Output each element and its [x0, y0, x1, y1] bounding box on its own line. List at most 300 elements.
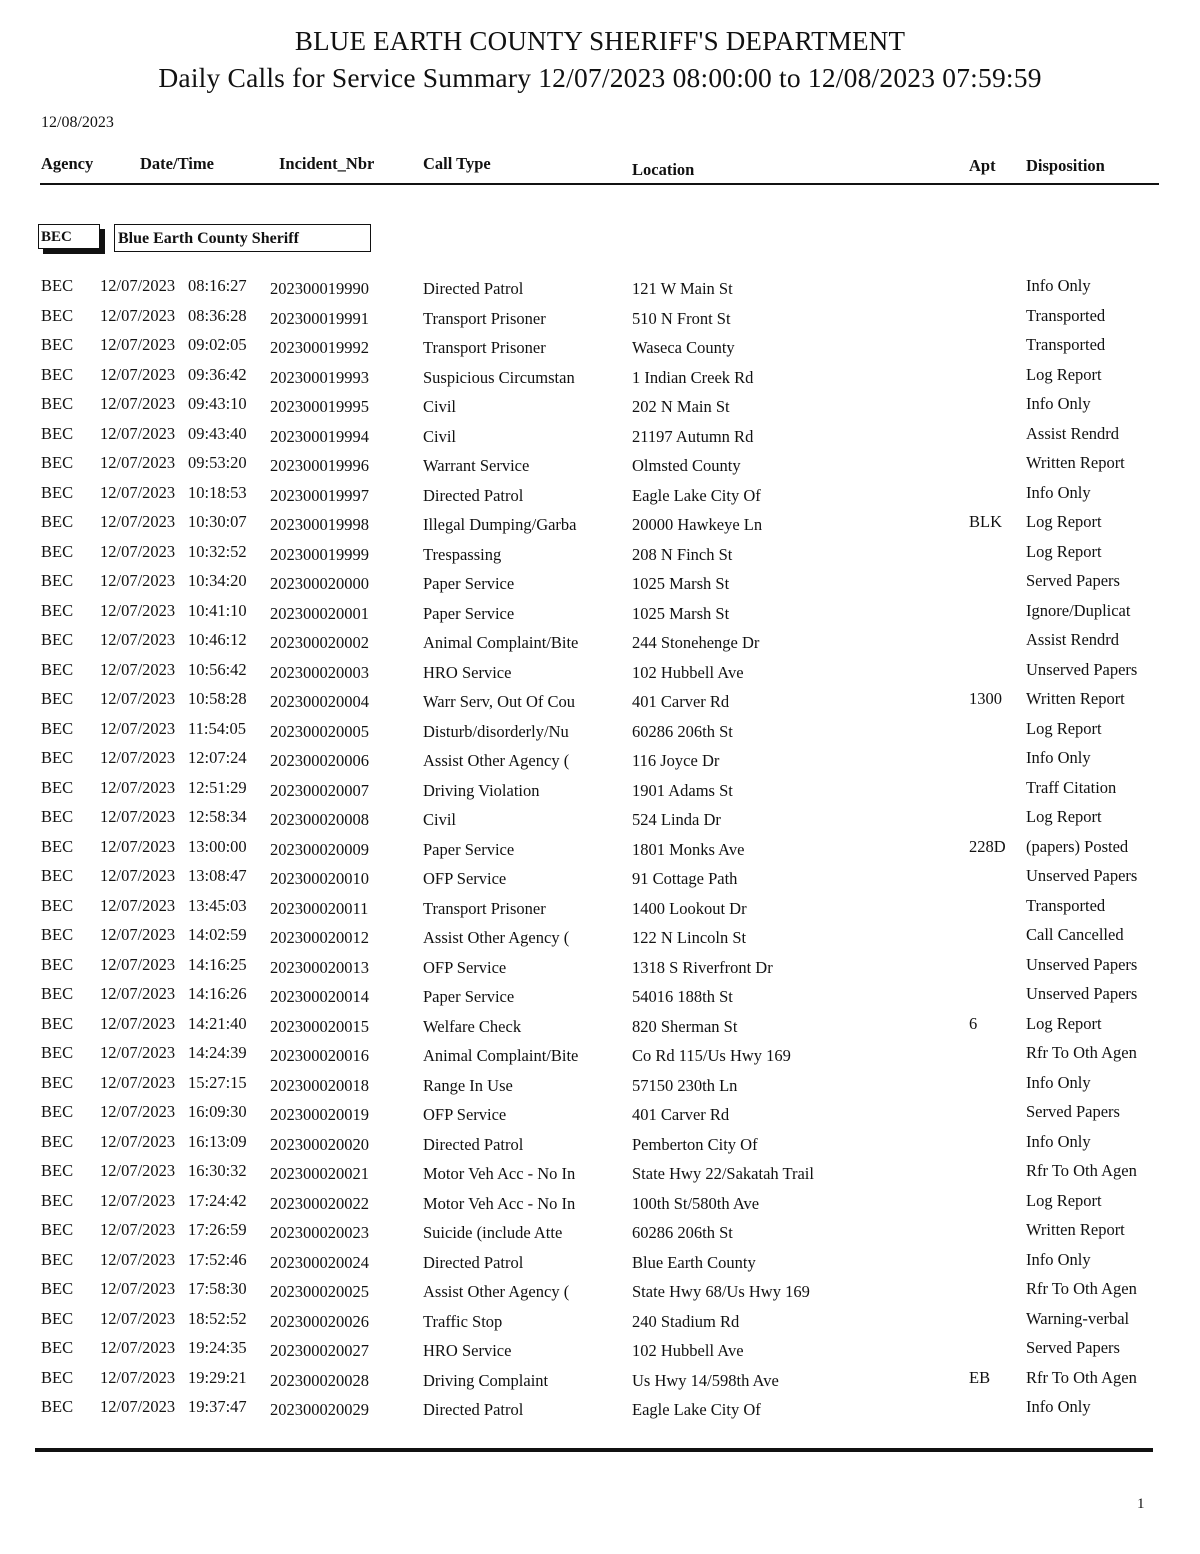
call-type-cell: HRO Service — [423, 1341, 512, 1360]
incident-number-cell: 202300020003 — [270, 662, 369, 682]
location-cell: Eagle Lake City Of — [632, 1400, 761, 1419]
location-cell: 208 N Finch St — [632, 544, 733, 564]
incident-number-cell: 202300019996 — [270, 456, 369, 475]
call-type-cell: Assist Other Agency ( — [423, 1282, 570, 1301]
call-type-cell: Motor Veh Acc - No In — [423, 1164, 576, 1183]
table-row — [0, 719, 1200, 749]
time-cell: 12:58:34 — [188, 807, 247, 826]
call-type-cell: HRO Service — [423, 662, 512, 682]
disposition-cell: Log Report — [1026, 364, 1102, 384]
incident-number-cell: 202300019992 — [270, 338, 369, 357]
table-row — [0, 1191, 1200, 1221]
agency-cell: BEC — [41, 541, 74, 561]
time-cell: 16:13:09 — [188, 1131, 247, 1151]
date-cell: 12/07/2023 — [100, 895, 176, 915]
incident-number-cell: 202300020002 — [270, 633, 369, 652]
header-divider — [40, 183, 1159, 185]
disposition-cell: Rfr To Oth Agen — [1026, 1043, 1137, 1062]
incident-number-cell: 202300020026 — [270, 1311, 369, 1331]
table-row — [0, 984, 1200, 1014]
incident-number-cell: 202300020004 — [270, 692, 369, 711]
date-cell: 12/07/2023 — [100, 1338, 176, 1357]
location-cell: 202 N Main St — [632, 397, 730, 416]
incident-number-cell: 202300020011 — [270, 898, 369, 918]
incident-number-cell: 202300019990 — [270, 279, 369, 298]
call-type-cell: OFP Service — [423, 957, 507, 977]
agency-cell: BEC — [41, 364, 74, 384]
incident-number-cell: 202300020013 — [270, 957, 369, 977]
location-cell: 20000 Hawkeye Ln — [632, 515, 763, 534]
agency-cell: BEC — [41, 1190, 74, 1210]
disposition-cell: Call Cancelled — [1026, 925, 1124, 944]
date-cell: 12/07/2023 — [100, 925, 176, 944]
disposition-cell: Unserved Papers — [1026, 659, 1138, 679]
agency-cell: BEC — [41, 1279, 74, 1298]
call-type-cell: Motor Veh Acc - No In — [423, 1193, 576, 1213]
agency-cell: BEC — [41, 1072, 74, 1092]
date-cell: 12/07/2023 — [100, 453, 176, 472]
incident-number-cell: 202300020010 — [270, 869, 369, 888]
incident-number-cell: 202300019997 — [270, 485, 369, 505]
time-cell: 10:41:10 — [188, 600, 247, 620]
agency-cell: BEC — [41, 512, 74, 531]
time-cell: 19:24:35 — [188, 1338, 247, 1357]
location-cell: 102 Hubbell Ave — [632, 662, 744, 682]
table-row — [0, 660, 1200, 690]
time-cell: 10:56:42 — [188, 659, 247, 679]
date-cell: 12/07/2023 — [100, 777, 176, 797]
time-cell: 17:26:59 — [188, 1220, 247, 1239]
table-row — [0, 424, 1200, 454]
agency-cell: BEC — [41, 1013, 74, 1033]
call-type-cell: Warr Serv, Out Of Cou — [423, 692, 576, 711]
table-row — [0, 453, 1200, 483]
incident-number-cell: 202300020007 — [270, 780, 369, 800]
call-type-cell: Civil — [423, 397, 457, 416]
date-cell: 12/07/2023 — [100, 1131, 176, 1151]
date-cell: 12/07/2023 — [100, 1308, 176, 1328]
disposition-cell: Rfr To Oth Agen — [1026, 1367, 1137, 1387]
table-row — [0, 1309, 1200, 1339]
date-cell: 12/07/2023 — [100, 541, 176, 561]
call-type-cell: OFP Service — [423, 1105, 507, 1124]
agency-cell: BEC — [41, 1249, 74, 1269]
date-cell: 12/07/2023 — [100, 1190, 176, 1210]
disposition-cell: Info Only — [1026, 482, 1091, 502]
table-row — [0, 483, 1200, 513]
table-row — [0, 276, 1200, 306]
disposition-cell: Served Papers — [1026, 1102, 1120, 1121]
location-cell: 1025 Marsh St — [632, 574, 730, 593]
time-cell: 09:36:42 — [188, 364, 247, 384]
location-cell: 240 Stadium Rd — [632, 1311, 740, 1331]
call-type-cell: OFP Service — [423, 869, 507, 888]
call-type-cell: Driving Violation — [423, 780, 540, 800]
disposition-cell: Log Report — [1026, 1190, 1102, 1210]
time-cell: 08:16:27 — [188, 276, 247, 295]
date-cell: 12/07/2023 — [100, 364, 176, 384]
time-cell: 10:58:28 — [188, 689, 247, 708]
date-cell: 12/07/2023 — [100, 571, 176, 590]
agency-name-box: Blue Earth County Sheriff — [114, 224, 371, 252]
incident-number-cell: 202300019999 — [270, 544, 369, 564]
call-type-cell: Assist Other Agency ( — [423, 751, 570, 770]
disposition-cell: Info Only — [1026, 1131, 1091, 1151]
call-type-cell: Directed Patrol — [423, 1400, 524, 1419]
disposition-cell: Info Only — [1026, 276, 1091, 295]
location-cell: 820 Sherman St — [632, 1016, 738, 1036]
call-type-cell: Directed Patrol — [423, 1252, 524, 1272]
table-row — [0, 394, 1200, 424]
date-cell: 12/07/2023 — [100, 1220, 176, 1239]
incident-number-cell: 202300020015 — [270, 1016, 369, 1036]
agency-cell: BEC — [41, 335, 74, 354]
agency-cell: BEC — [41, 600, 74, 620]
time-cell: 15:27:15 — [188, 1072, 247, 1092]
call-type-cell: Paper Service — [423, 839, 515, 859]
time-cell: 17:52:46 — [188, 1249, 247, 1269]
table-row — [0, 601, 1200, 631]
incident-number-cell: 202300020023 — [270, 1223, 369, 1242]
footer-divider — [35, 1448, 1153, 1452]
location-cell: Waseca County — [632, 338, 735, 357]
agency-cell: BEC — [41, 836, 74, 856]
location-cell: 116 Joyce Dr — [632, 751, 720, 770]
time-cell: 09:43:10 — [188, 394, 247, 413]
table-row — [0, 866, 1200, 896]
location-cell: State Hwy 68/Us Hwy 169 — [632, 1282, 810, 1301]
table-row — [0, 306, 1200, 336]
call-type-cell: Suspicious Circumstan — [423, 367, 575, 387]
disposition-cell: Log Report — [1026, 1013, 1102, 1033]
call-type-cell: Animal Complaint/Bite — [423, 1046, 579, 1065]
location-cell: 244 Stonehenge Dr — [632, 633, 760, 652]
time-cell: 16:09:30 — [188, 1102, 247, 1121]
table-row — [0, 1397, 1200, 1427]
disposition-cell: Transported — [1026, 895, 1106, 915]
location-cell: 1318 S Riverfront Dr — [632, 957, 773, 977]
agency-cell: BEC — [41, 630, 74, 649]
table-row — [0, 1250, 1200, 1280]
incident-number-cell: 202300020019 — [270, 1105, 369, 1124]
call-type-cell: Directed Patrol — [423, 485, 524, 505]
call-type-cell: Range In Use — [423, 1075, 513, 1095]
call-type-cell: Trespassing — [423, 544, 502, 564]
header-datetime: Date/Time — [140, 154, 214, 173]
table-row — [0, 1043, 1200, 1073]
table-row — [0, 689, 1200, 719]
disposition-cell: Warning-verbal — [1026, 1308, 1130, 1328]
incident-number-cell: 202300019994 — [270, 426, 369, 446]
agency-cell: BEC — [41, 305, 74, 325]
time-cell: 12:51:29 — [188, 777, 247, 797]
time-cell: 17:24:42 — [188, 1190, 247, 1210]
incident-number-cell: 202300020005 — [270, 721, 369, 741]
table-row — [0, 512, 1200, 542]
table-row — [0, 896, 1200, 926]
table-row — [0, 1279, 1200, 1309]
agency-cell: BEC — [41, 895, 74, 915]
table-row — [0, 1014, 1200, 1044]
agency-cell: BEC — [41, 807, 74, 826]
time-cell: 10:46:12 — [188, 630, 247, 649]
table-row — [0, 925, 1200, 955]
date-cell: 12/07/2023 — [100, 600, 176, 620]
disposition-cell: Unserved Papers — [1026, 866, 1138, 885]
incident-number-cell: 202300020029 — [270, 1400, 369, 1419]
location-cell: 122 N Lincoln St — [632, 928, 747, 947]
agency-cell: BEC — [41, 1102, 74, 1121]
report-title: BLUE EARTH COUNTY SHERIFF'S DEPARTMENT — [294, 26, 906, 56]
disposition-cell: Unserved Papers — [1026, 954, 1138, 974]
table-row — [0, 630, 1200, 660]
time-cell: 13:45:03 — [188, 895, 247, 915]
time-cell: 09:53:20 — [188, 453, 247, 472]
agency-cell: BEC — [41, 1161, 74, 1180]
disposition-cell: Info Only — [1026, 1072, 1091, 1092]
call-type-cell: Driving Complaint — [423, 1370, 549, 1390]
call-type-cell: Disturb/disorderly/Nu — [423, 721, 569, 741]
header-location: Location — [632, 160, 695, 179]
location-cell: 121 W Main St — [632, 279, 733, 298]
table-row — [0, 1161, 1200, 1191]
disposition-cell: Info Only — [1026, 1397, 1091, 1416]
call-type-cell: Welfare Check — [423, 1016, 522, 1036]
date-cell: 12/07/2023 — [100, 1102, 176, 1121]
incident-number-cell: 202300020014 — [270, 987, 369, 1006]
location-cell: State Hwy 22/Sakatah Trail — [632, 1164, 814, 1183]
time-cell: 10:18:53 — [188, 482, 247, 502]
date-cell: 12/07/2023 — [100, 1161, 176, 1180]
disposition-cell: Served Papers — [1026, 1338, 1120, 1357]
table-row — [0, 1102, 1200, 1132]
location-cell: 1801 Monks Ave — [632, 839, 745, 859]
disposition-cell: Ignore/Duplicat — [1026, 600, 1131, 620]
location-cell: 54016 188th St — [632, 987, 733, 1006]
table-row — [0, 335, 1200, 365]
time-cell: 10:30:07 — [188, 512, 247, 531]
date-cell: 12/07/2023 — [100, 305, 176, 325]
header-call-type: Call Type — [423, 154, 491, 173]
call-type-cell: Civil — [423, 426, 457, 446]
disposition-cell: Log Report — [1026, 541, 1102, 561]
location-cell: Olmsted County — [632, 456, 741, 475]
incident-number-cell: 202300020006 — [270, 751, 369, 770]
disposition-cell: Info Only — [1026, 748, 1091, 767]
agency-cell: BEC — [41, 925, 74, 944]
call-type-cell: Traffic Stop — [423, 1311, 503, 1331]
date-cell: 12/07/2023 — [100, 1013, 176, 1033]
call-type-cell: Warrant Service — [423, 456, 530, 475]
call-type-cell: Directed Patrol — [423, 1134, 524, 1154]
agency-code-box: BEC — [38, 224, 100, 249]
agency-cell: BEC — [41, 394, 74, 413]
agency-cell: BEC — [41, 1131, 74, 1151]
apt-cell: BLK — [969, 512, 1002, 531]
table-row — [0, 1220, 1200, 1250]
disposition-cell: Log Report — [1026, 512, 1102, 531]
call-type-cell: Animal Complaint/Bite — [423, 633, 579, 652]
incident-number-cell: 202300020008 — [270, 810, 369, 829]
agency-cell: BEC — [41, 777, 74, 797]
location-cell: 1901 Adams St — [632, 780, 733, 800]
disposition-cell: Log Report — [1026, 718, 1102, 738]
date-cell: 12/07/2023 — [100, 1397, 176, 1416]
call-type-cell: Paper Service — [423, 987, 515, 1006]
agency-cell: BEC — [41, 954, 74, 974]
location-cell: 102 Hubbell Ave — [632, 1341, 744, 1360]
date-cell: 12/07/2023 — [100, 512, 176, 531]
incident-number-cell: 202300020021 — [270, 1164, 369, 1183]
location-cell: Co Rd 115/Us Hwy 169 — [632, 1046, 791, 1065]
time-cell: 14:21:40 — [188, 1013, 247, 1033]
disposition-cell: Rfr To Oth Agen — [1026, 1161, 1137, 1180]
incident-number-cell: 202300020016 — [270, 1046, 369, 1065]
call-type-cell: Illegal Dumping/Garba — [423, 515, 577, 534]
page-number: 1 — [1137, 1496, 1145, 1512]
incident-number-cell: 202300019998 — [270, 515, 369, 534]
incident-number-cell: 202300020018 — [270, 1075, 369, 1095]
incident-number-cell: 202300020009 — [270, 839, 369, 859]
date-cell: 12/07/2023 — [100, 1367, 176, 1387]
time-cell: 16:30:32 — [188, 1161, 247, 1180]
location-cell: Us Hwy 14/598th Ave — [632, 1370, 779, 1390]
table-row — [0, 807, 1200, 837]
incident-number-cell: 202300020024 — [270, 1252, 369, 1272]
incident-number-cell: 202300020001 — [270, 603, 369, 623]
agency-cell: BEC — [41, 571, 74, 590]
call-type-cell: Transport Prisoner — [423, 308, 546, 328]
agency-cell: BEC — [41, 1308, 74, 1328]
disposition-cell: Traff Citation — [1026, 777, 1117, 797]
table-row — [0, 542, 1200, 572]
apt-cell: 228D — [969, 836, 1006, 856]
agency-cell: BEC — [41, 1397, 74, 1416]
table-row — [0, 1338, 1200, 1368]
call-type-cell: Paper Service — [423, 574, 515, 593]
call-type-cell: Directed Patrol — [423, 279, 524, 298]
location-cell: Pemberton City Of — [632, 1134, 758, 1154]
date-cell: 12/07/2023 — [100, 718, 176, 738]
header-disposition: Disposition — [1026, 156, 1105, 175]
disposition-cell: Info Only — [1026, 1249, 1091, 1269]
incident-number-cell: 202300019993 — [270, 367, 369, 387]
agency-cell: BEC — [41, 689, 74, 708]
agency-cell: BEC — [41, 276, 74, 295]
disposition-cell: Served Papers — [1026, 571, 1120, 590]
location-cell: 60286 206th St — [632, 721, 733, 741]
time-cell: 14:16:25 — [188, 954, 247, 974]
header-incident: Incident_Nbr — [279, 154, 375, 173]
disposition-cell: Assist Rendrd — [1026, 630, 1120, 649]
location-cell: 1025 Marsh St — [632, 603, 730, 623]
date-cell: 12/07/2023 — [100, 836, 176, 856]
agency-cell: BEC — [41, 482, 74, 502]
time-cell: 14:02:59 — [188, 925, 247, 944]
date-cell: 12/07/2023 — [100, 748, 176, 767]
disposition-cell: (papers) Posted — [1026, 836, 1129, 856]
time-cell: 19:29:21 — [188, 1367, 247, 1387]
time-cell: 09:02:05 — [188, 335, 247, 354]
report-subtitle: Daily Calls for Service Summary 12/07/2023 08:00:00 to 12/08/2023 07:59:59 — [158, 62, 1042, 93]
time-cell: 18:52:52 — [188, 1308, 247, 1328]
time-cell: 11:54:05 — [188, 718, 247, 738]
date-cell: 12/07/2023 — [100, 482, 176, 502]
time-cell: 13:08:47 — [188, 866, 247, 885]
disposition-cell: Assist Rendrd — [1026, 423, 1120, 443]
time-cell: 19:37:47 — [188, 1397, 247, 1416]
date-cell: 12/07/2023 — [100, 954, 176, 974]
location-cell: 21197 Autumn Rd — [632, 426, 754, 446]
table-row — [0, 1368, 1200, 1398]
disposition-cell: Log Report — [1026, 807, 1102, 826]
agency-cell: BEC — [41, 748, 74, 767]
agency-cell: BEC — [41, 423, 74, 443]
time-cell: 08:36:28 — [188, 305, 247, 325]
location-cell: 100th St/580th Ave — [632, 1193, 760, 1213]
location-cell: 91 Cottage Path — [632, 869, 738, 888]
incident-number-cell: 202300019991 — [270, 308, 369, 328]
location-cell: 401 Carver Rd — [632, 1105, 730, 1124]
apt-cell: 6 — [969, 1013, 978, 1033]
date-cell: 12/07/2023 — [100, 335, 176, 354]
date-cell: 12/07/2023 — [100, 689, 176, 708]
agency-cell: BEC — [41, 866, 74, 885]
incident-number-cell: 202300020028 — [270, 1370, 369, 1390]
location-cell: 60286 206th St — [632, 1223, 733, 1242]
date-cell: 12/07/2023 — [100, 984, 176, 1003]
location-cell: Eagle Lake City Of — [632, 485, 761, 505]
agency-cell: BEC — [41, 1220, 74, 1239]
apt-cell: EB — [969, 1367, 991, 1387]
time-cell: 09:43:40 — [188, 423, 247, 443]
location-cell: 57150 230th Ln — [632, 1075, 738, 1095]
disposition-cell: Written Report — [1026, 453, 1125, 472]
time-cell: 14:24:39 — [188, 1043, 247, 1062]
date-cell: 12/07/2023 — [100, 630, 176, 649]
incident-number-cell: 202300020022 — [270, 1193, 369, 1213]
call-type-cell: Paper Service — [423, 603, 515, 623]
table-row — [0, 365, 1200, 395]
date-cell: 12/07/2023 — [100, 866, 176, 885]
time-cell: 17:58:30 — [188, 1279, 247, 1298]
incident-number-cell: 202300019995 — [270, 397, 369, 416]
location-cell: Blue Earth County — [632, 1252, 756, 1272]
location-cell: 510 N Front St — [632, 308, 731, 328]
time-cell: 10:34:20 — [188, 571, 247, 590]
agency-cell: BEC — [41, 1043, 74, 1062]
disposition-cell: Rfr To Oth Agen — [1026, 1279, 1137, 1298]
incident-number-cell: 202300020020 — [270, 1134, 369, 1154]
disposition-cell: Written Report — [1026, 1220, 1125, 1239]
disposition-cell: Info Only — [1026, 394, 1091, 413]
date-cell: 12/07/2023 — [100, 276, 176, 295]
apt-cell: 1300 — [969, 689, 1002, 708]
agency-cell: BEC — [41, 1338, 74, 1357]
date-cell: 12/07/2023 — [100, 394, 176, 413]
agency-cell: BEC — [41, 984, 74, 1003]
disposition-cell: Written Report — [1026, 689, 1125, 708]
table-row — [0, 1132, 1200, 1162]
disposition-cell: Transported — [1026, 335, 1106, 354]
agency-cell: BEC — [41, 1367, 74, 1387]
date-cell: 12/07/2023 — [100, 807, 176, 826]
time-cell: 13:00:00 — [188, 836, 247, 856]
date-cell: 12/07/2023 — [100, 659, 176, 679]
header-agency: Agency — [41, 154, 94, 173]
incident-number-cell: 202300020000 — [270, 574, 369, 593]
time-cell: 10:32:52 — [188, 541, 247, 561]
